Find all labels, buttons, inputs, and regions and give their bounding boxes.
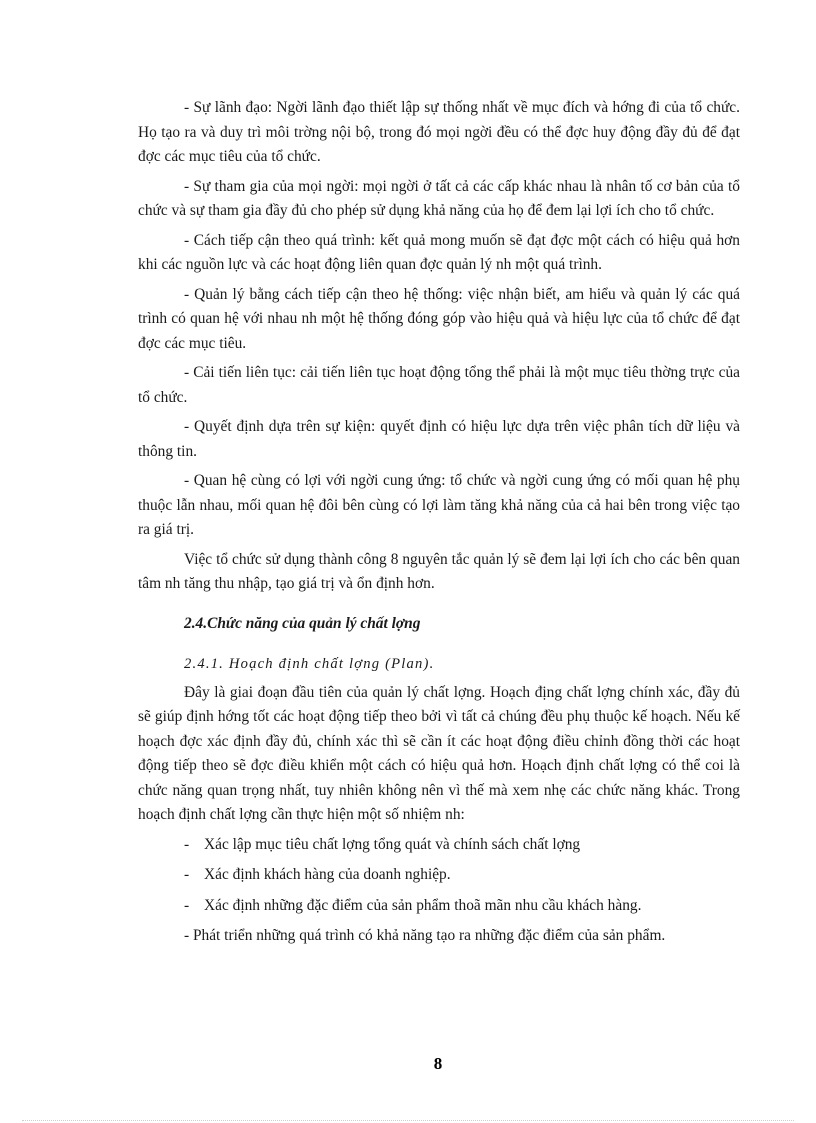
list-item [184, 833, 740, 858]
bullet-dash: - [184, 896, 190, 914]
bullet-dash: - [184, 835, 190, 853]
paragraph-system-approach: - Quản lý bằng cách tiếp cận theo hệ thống: việc nhận biết, am hiểu và quản lý các quá trình có quan hệ với nhau nh một hệ thống đóng góp vào hiệu quả và hiệu lực của tổ chức để đạt đợc các mục tiêu. [138, 285, 740, 352]
paragraph-participation: - Sự tham gia của mọi ngời: mọi ngời ở tất cả các cấp khác nhau là nhân tố cơ bản của tổ chức và sự tham gia đầy đủ cho phép sử dụng khả năng của họ để đem lại lợi ích cho tổ chức. [138, 177, 740, 219]
page-bottom-divider [22, 1120, 794, 1121]
document-page [138, 96, 740, 954]
list-item-text: Xác định khách hàng của doanh nghiệp. [204, 866, 451, 883]
paragraph-supplier-relationship: - Quan hệ cùng có lợi với ngời cung ứng: tổ chức và ngời cung ứng có mối quan hệ phụ thuộc lẫn nhau, mối quan hệ đôi bên cùng có lợi làm tăng khả năng của cả hai bên trong việc tạo ra giá trị. [138, 472, 740, 538]
list-item [184, 894, 740, 919]
list-item-wrapped: - Phát triển những quá trình có khả năng tạo ra những đặc điểm của sản phẩm. [184, 927, 666, 944]
paragraph-fact-based-decision: - Quyết định dựa trên sự kiện: quyết định có hiệu lực dựa trên việc phân tích dữ liệu và thông tin. [138, 418, 740, 460]
paragraph-continual-improvement: - Cải tiến liên tục: cải tiến liên tục hoạt động tổng thể phải là một mục tiêu thờng trực của tổ chức. [138, 364, 740, 406]
subsection-heading: 2.4.1. Hoạch định chất lợng (Plan). [184, 656, 435, 672]
section-heading: 2.4.Chức năng của quản lý chất lợng [184, 614, 421, 632]
list-item-text: Xác định những đặc điểm của sản phẩm thoã mãn nhu cầu khách hàng. [204, 896, 642, 914]
bullet-dash: - [184, 866, 190, 883]
paragraph-leadership: - Sự lãnh đạo: Ngời lãnh đạo thiết lập sự thống nhất về mục đích và hớng đi của tổ chức. Họ tạo ra và duy trì môi trờng nội bộ, trong đó mọi ngời đều có thể đợc huy động đầy đủ để đạt đợc các mục tiêu của tổ chức. [138, 99, 740, 165]
paragraph-planning-intro: Đây là giai đoạn đầu tiên của quản lý chất lợng. Hoạch địng chất lợng chính xác, đầy đủ sẽ giúp định hớng tốt các hoạt động tiếp theo bởi vì tất cả chúng đều phụ thuộc kế hoạch. Nếu kế hoạch đợc xác định đầy đủ, chính xác thì sẽ cần ít các hoạt động điều chỉnh đồng thời các hoạt động tiếp theo sẽ đợc điều khiển một cách có hiệu quả hơn. Hoạch định chất lợng có thể coi là chức năng quan trọng nhất, tuy nhiên không nên vì thế mà xem nhẹ các chức năng khác. Trong hoạch định chất lợng cần thực hiện một số nhiệm nh: [138, 683, 740, 823]
list-item [184, 863, 740, 888]
page-number: 8 [433, 1054, 443, 1073]
list-item-text: Xác lập mục tiêu chất lợng tổng quát và chính sách chất lợng [204, 835, 581, 853]
paragraph-conclusion: Việc tổ chức sử dụng thành công 8 nguyên tắc quản lý sẽ đem lại lợi ích cho các bên quan tâm nh tăng thu nhập, tạo giá trị và ổn định hơn. [138, 550, 740, 592]
paragraph-process-approach: - Cách tiếp cận theo quá trình: kết quả mong muốn sẽ đạt đợc một cách có hiệu quả hơn khi các nguồn lực và các hoạt động liên quan đợc quản lý nh một quá trình. [138, 231, 740, 273]
